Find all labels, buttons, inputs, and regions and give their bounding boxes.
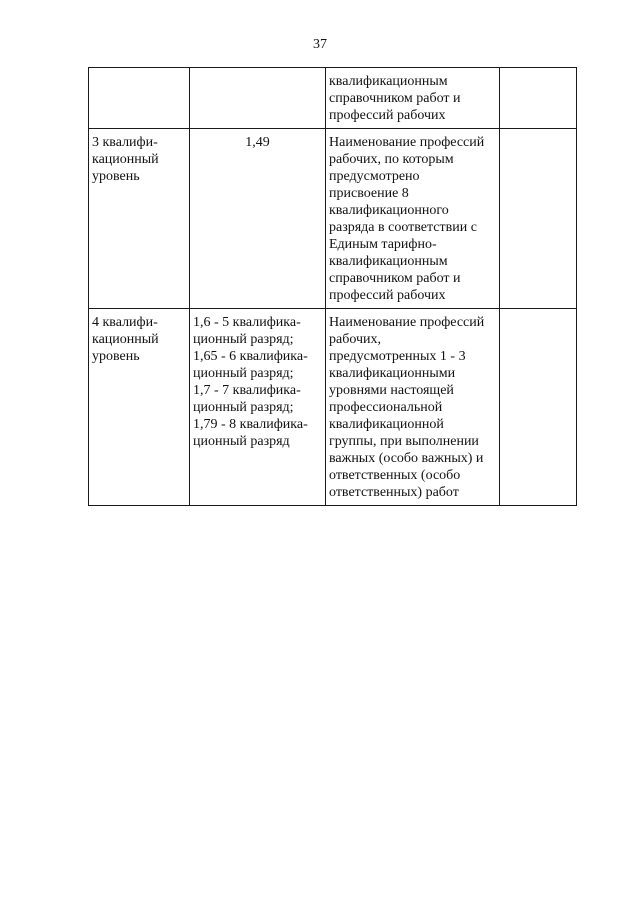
level-text: 3 квалифи- кационный уровень [92, 135, 159, 184]
coefficient-cell [190, 68, 326, 129]
description-cell [326, 68, 500, 129]
coefficient-text: 1,6 - 5 квалифика- ционный разряд; 1,65 - 6 квалифика- ционный разряд; 1,7 - 7 квалифика- ционный разряд; 1,79 - 8 квалифика- ционный разряд [193, 315, 308, 449]
level-cell [89, 129, 190, 309]
coefficient-cell [190, 309, 326, 506]
note-cell [500, 68, 577, 129]
description-text: Наименование профессий рабочих, предусмотренных 1 - 3 квалификационными уровнями настоящей профессиональной квалификационной группы, при выполнении важных (особо важных) и ответственных (особо ответственных) работ [329, 315, 485, 500]
note-cell [500, 129, 577, 309]
table-row [89, 309, 577, 506]
description-text: квалификационным справочником работ и профессий рабочих [329, 74, 461, 123]
coefficient-text: 1,49 [245, 135, 270, 150]
note-cell [500, 309, 577, 506]
coefficient-cell [190, 129, 326, 309]
description-cell [326, 309, 500, 506]
table-row [89, 68, 577, 129]
description-text: Наименование профессий рабочих, по которым предусмотрено присвоение 8 квалификационного разряда в соответствии с Единым тарифно- квалификационным справочником работ и профессий рабочих [329, 135, 485, 303]
qualification-table [88, 67, 577, 506]
level-cell [89, 68, 190, 129]
page-number: 37 [313, 37, 327, 52]
table-row [89, 129, 577, 309]
level-cell [89, 309, 190, 506]
description-cell [326, 129, 500, 309]
level-text: 4 квалифи- кационный уровень [92, 315, 159, 364]
